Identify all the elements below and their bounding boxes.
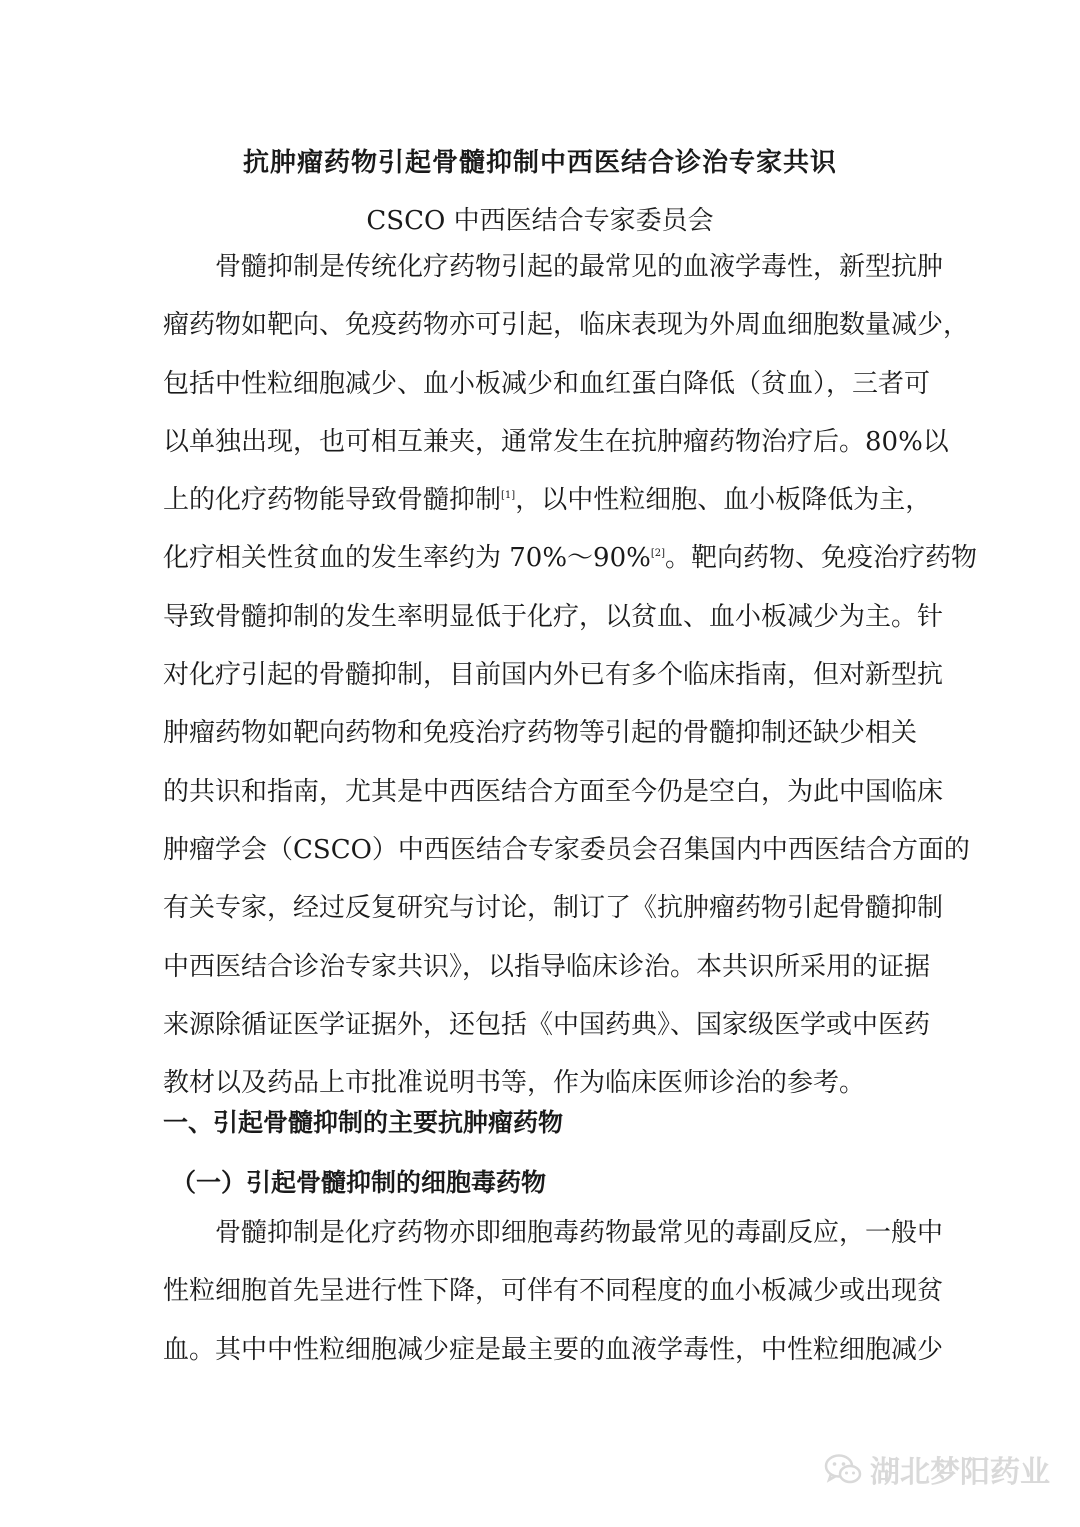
citation-ref: [1] bbox=[501, 490, 516, 502]
text-line: 包括中性粒细胞减少、血小板减少和血红蛋白降低（贫血），三者可 bbox=[163, 368, 931, 399]
text-line bbox=[163, 529, 978, 587]
section-heading: 一、引起骨髓抑制的主要抗肿瘤药物 bbox=[163, 1108, 564, 1137]
document-subtitle: CSCO 中西医结合专家委员会 bbox=[366, 206, 714, 236]
wechat-icon bbox=[824, 1453, 862, 1485]
text-line: 血。其中中性粒细胞减少症是最主要的血液学毒性，中性粒细胞减少 bbox=[163, 1334, 944, 1365]
watermark bbox=[824, 1447, 1050, 1491]
text-line: 来源除循证医学证据外，还包括《中国药典》、国家级医学或中医药 bbox=[163, 1009, 931, 1040]
text-segment: 。靶向药物、免疫治疗药物 bbox=[665, 543, 978, 574]
watermark-text: 湖北梦阳药业 bbox=[870, 1455, 1050, 1490]
text-line: 中西医结合诊治专家共识》，以指导临床诊治。本共识所采用的证据 bbox=[163, 951, 931, 982]
text-line: 肿瘤学会（CSCO）中西医结合专家委员会召集国内中西医结合方面的 bbox=[163, 834, 970, 865]
text-line: 对化疗引起的骨髓抑制，目前国内外已有多个临床指南，但对新型抗 bbox=[163, 660, 944, 691]
intro-paragraph bbox=[163, 238, 978, 1112]
text-segment: 化疗相关性贫血的发生率约为 70%～90% bbox=[163, 543, 651, 574]
text-segment: 上的化疗药物能导致骨髓抑制 bbox=[163, 485, 502, 516]
document-title: 抗肿瘤药物引起骨髓抑制中西医结合诊治专家共识 bbox=[242, 148, 837, 178]
text-line: 肿瘤药物如靶向药物和免疫治疗药物等引起的骨髓抑制还缺少相关 bbox=[163, 718, 918, 749]
text-segment: ，以中性粒细胞、血小板降低为主， bbox=[515, 485, 932, 516]
text-line: 骨髓抑制是传统化疗药物引起的最常见的血液学毒性，新型抗肿 bbox=[215, 252, 944, 282]
citation-ref: [2] bbox=[650, 548, 666, 560]
text-line: 教材以及药品上市批准说明书等，作为临床医师诊治的参考。 bbox=[163, 1068, 866, 1099]
text-line: 以单独出现，也可相互兼夹，通常发生在抗肿瘤药物治疗后。80%以 bbox=[163, 426, 949, 457]
text-line: 导致骨髓抑制的发生率明显低于化疗，以贫血、血小板减少为主。针 bbox=[163, 601, 944, 632]
text-line: 有关专家，经过反复研究与讨论，制订了《抗肿瘤药物引起骨髓抑制 bbox=[163, 893, 944, 924]
text-line: 性粒细胞首先呈进行性下降，可伴有不同程度的血小板减少或出现贫 bbox=[163, 1276, 944, 1307]
section-paragraph bbox=[163, 1204, 944, 1379]
text-line: 瘤药物如靶向、免疫药物亦可引起，临床表现为外周血细胞数量减少， bbox=[163, 310, 970, 341]
text-line: 骨髓抑制是化疗药物亦即细胞毒药物最常见的毒副反应，一般中 bbox=[215, 1218, 944, 1248]
text-line bbox=[163, 471, 932, 529]
subsection-heading: （一）引起骨髓抑制的细胞毒药物 bbox=[171, 1168, 547, 1197]
text-line: 的共识和指南，尤其是中西医结合方面至今仍是空白，为此中国临床 bbox=[163, 776, 944, 807]
